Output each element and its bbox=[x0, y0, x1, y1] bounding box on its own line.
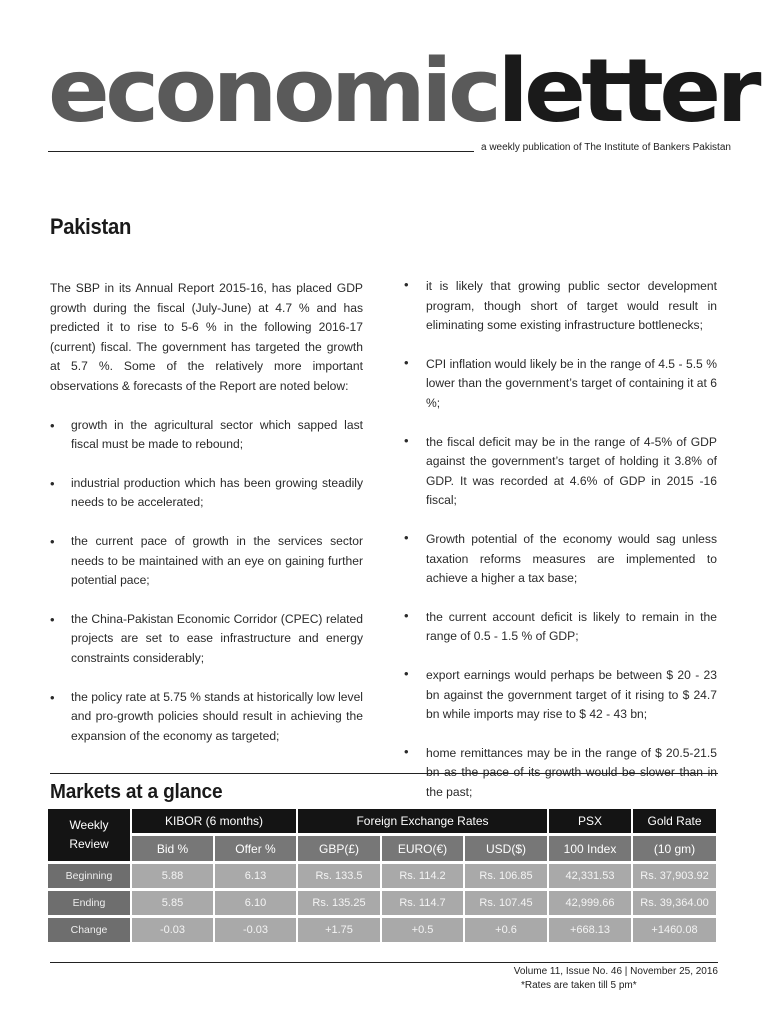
table-cell: 5.85 bbox=[132, 891, 213, 915]
gbp-header: GBP(£) bbox=[298, 836, 380, 861]
psx-header: PSX bbox=[549, 809, 631, 833]
table-cell: Rs. 114.2 bbox=[382, 864, 463, 888]
table-cell: +668.13 bbox=[549, 918, 631, 942]
masthead-logo bbox=[48, 41, 757, 142]
list-item bbox=[50, 688, 363, 747]
list-item-text: the current account deficit is likely to remain in the range of 0.5 - 1.5 % of GDP; bbox=[426, 609, 717, 644]
issue-info: Volume 11, Issue No. 46 | November 25, 2016 bbox=[513, 966, 718, 977]
bullet-icon: • bbox=[404, 607, 409, 623]
list-item-text: industrial production which has been growing steadily needs to be accelerated; bbox=[71, 475, 363, 510]
usd-header: USD($) bbox=[465, 836, 547, 861]
markets-title: Markets at a glance bbox=[50, 780, 223, 803]
table-cell: Rs. 133.5 bbox=[298, 864, 380, 888]
weekly-label: Weekly bbox=[69, 818, 109, 832]
list-item-text: the policy rate at 5.75 % stands at historically low level and pro-growth policies should result in achieving the expansion of the economy as targeted; bbox=[71, 689, 363, 743]
list-item-text: the fiscal deficit may be in the range of 4-5% of GDP against the government’s target of holding it 3.8% of GDP. It was recorded at 4.6% of GDP in 2015 -16 fiscal; bbox=[426, 434, 717, 508]
left-bullet-list bbox=[50, 416, 363, 747]
row-label-beginning: Beginning bbox=[48, 864, 130, 888]
bid-header: Bid % bbox=[132, 836, 213, 861]
markets-divider bbox=[50, 773, 718, 774]
tagline: a weekly publication of The Institute of Bankers Pakistan bbox=[481, 142, 731, 153]
list-item bbox=[405, 608, 717, 647]
intro-paragraph: The SBP in its Annual Report 2015-16, has placed GDP growth during the fiscal (July-June) at 4.7 % and has predicted it to rise to 5-6 % in the following 2016-17 (current) fiscal. The government has targeted the growth at 5.7 %. Some of the relatively more important observations & forecasts of the Report are noted below: bbox=[50, 281, 363, 393]
table-cell: +1.75 bbox=[298, 918, 380, 942]
fx-header: Foreign Exchange Rates bbox=[298, 809, 547, 833]
table-cell: Rs. 114.7 bbox=[382, 891, 463, 915]
list-item bbox=[405, 530, 717, 589]
bullet-icon: • bbox=[404, 277, 409, 292]
psx-index-header: 100 Index bbox=[549, 836, 631, 861]
right-bullet-list bbox=[405, 277, 717, 802]
weekly-review-header bbox=[48, 809, 130, 861]
table-cell: -0.03 bbox=[215, 918, 296, 942]
table-cell: 5.88 bbox=[132, 864, 213, 888]
bullet-icon: • bbox=[50, 475, 55, 491]
rates-note: *Rates are taken till 5 pm* bbox=[521, 980, 637, 991]
gold-header: Gold Rate bbox=[633, 809, 716, 833]
euro-header: EURO(€) bbox=[382, 836, 463, 861]
table-cell: Rs. 107.45 bbox=[465, 891, 547, 915]
table-cell: 42,331.53 bbox=[549, 864, 631, 888]
gold-unit-header: (10 gm) bbox=[633, 836, 716, 861]
table-cell: 6.13 bbox=[215, 864, 296, 888]
list-item bbox=[50, 610, 363, 669]
list-item bbox=[405, 355, 717, 414]
list-item-text: home remittances may be in the range of $ 20.5-21.5 bn as the pace of its growth would be slower than in the past; bbox=[426, 745, 717, 799]
list-item-text: export earnings would perhaps be between $ 20 - 23 bn against the government target of it rising to $ 24.7 bn while imports may rise to $ 42 - 43 bn; bbox=[426, 667, 717, 722]
list-item-text: Growth potential of the economy would sag unless taxation reforms measures are implemented to achieve a higher a tax base; bbox=[426, 531, 717, 586]
list-item-text: CPI inflation would likely be in the range of 4.5 - 5.5 % lower than the government’s target of containing it at 6 %; bbox=[426, 356, 717, 410]
list-item bbox=[405, 277, 717, 336]
table-cell: +1460.08 bbox=[633, 918, 716, 942]
table-cell: 6.10 bbox=[215, 891, 296, 915]
bullet-icon: • bbox=[404, 432, 409, 448]
list-item-text: growth in the agricultural sector which sapped last fiscal must be made to rebound; bbox=[71, 417, 363, 452]
row-label-change: Change bbox=[48, 918, 130, 942]
list-item-text: the current pace of growth in the services sector needs to be maintained with an eye on gaining further potential pace; bbox=[71, 533, 363, 588]
left-column bbox=[50, 279, 363, 765]
list-item-text: the China-Pakistan Economic Corridor (CPEC) related projects are set to ease infrastructure and energy constraints considerably; bbox=[71, 611, 363, 665]
list-item bbox=[405, 666, 717, 725]
table-cell: +0.5 bbox=[382, 918, 463, 942]
table-cell: 42,999.66 bbox=[549, 891, 631, 915]
table-cell: +0.6 bbox=[465, 918, 547, 942]
table-cell: Rs. 135.25 bbox=[298, 891, 380, 915]
list-item bbox=[405, 433, 717, 511]
bullet-icon: • bbox=[50, 417, 55, 433]
header-divider bbox=[48, 151, 474, 152]
list-item bbox=[50, 532, 363, 591]
row-label-ending: Ending bbox=[48, 891, 130, 915]
section-title: Pakistan bbox=[50, 214, 132, 239]
bullet-icon: • bbox=[50, 689, 55, 705]
bullet-icon: • bbox=[50, 611, 55, 627]
table-cell: Rs. 39,364.00 bbox=[633, 891, 716, 915]
list-item bbox=[50, 474, 363, 513]
masthead-word-economic: economic bbox=[48, 41, 498, 142]
bullet-icon: • bbox=[50, 533, 55, 549]
right-column bbox=[405, 277, 717, 821]
bullet-icon: • bbox=[404, 354, 409, 370]
masthead-word-letter: letter bbox=[497, 41, 757, 142]
bullet-icon: • bbox=[404, 743, 409, 759]
table-cell: Rs. 37,903.92 bbox=[633, 864, 716, 888]
list-item bbox=[50, 416, 363, 455]
footer-divider bbox=[50, 962, 718, 963]
bullet-icon: • bbox=[404, 665, 409, 681]
list-item-text: it is likely that growing public sector development program, though short of target would result in eliminating some existing infrastructure bottlenecks; bbox=[426, 279, 717, 333]
bullet-icon: • bbox=[404, 529, 409, 545]
table-cell: -0.03 bbox=[132, 918, 213, 942]
table-cell: Rs. 106.85 bbox=[465, 864, 547, 888]
kibor-header: KIBOR (6 months) bbox=[132, 809, 296, 833]
offer-header: Offer % bbox=[215, 836, 296, 861]
review-label: Review bbox=[69, 837, 109, 851]
